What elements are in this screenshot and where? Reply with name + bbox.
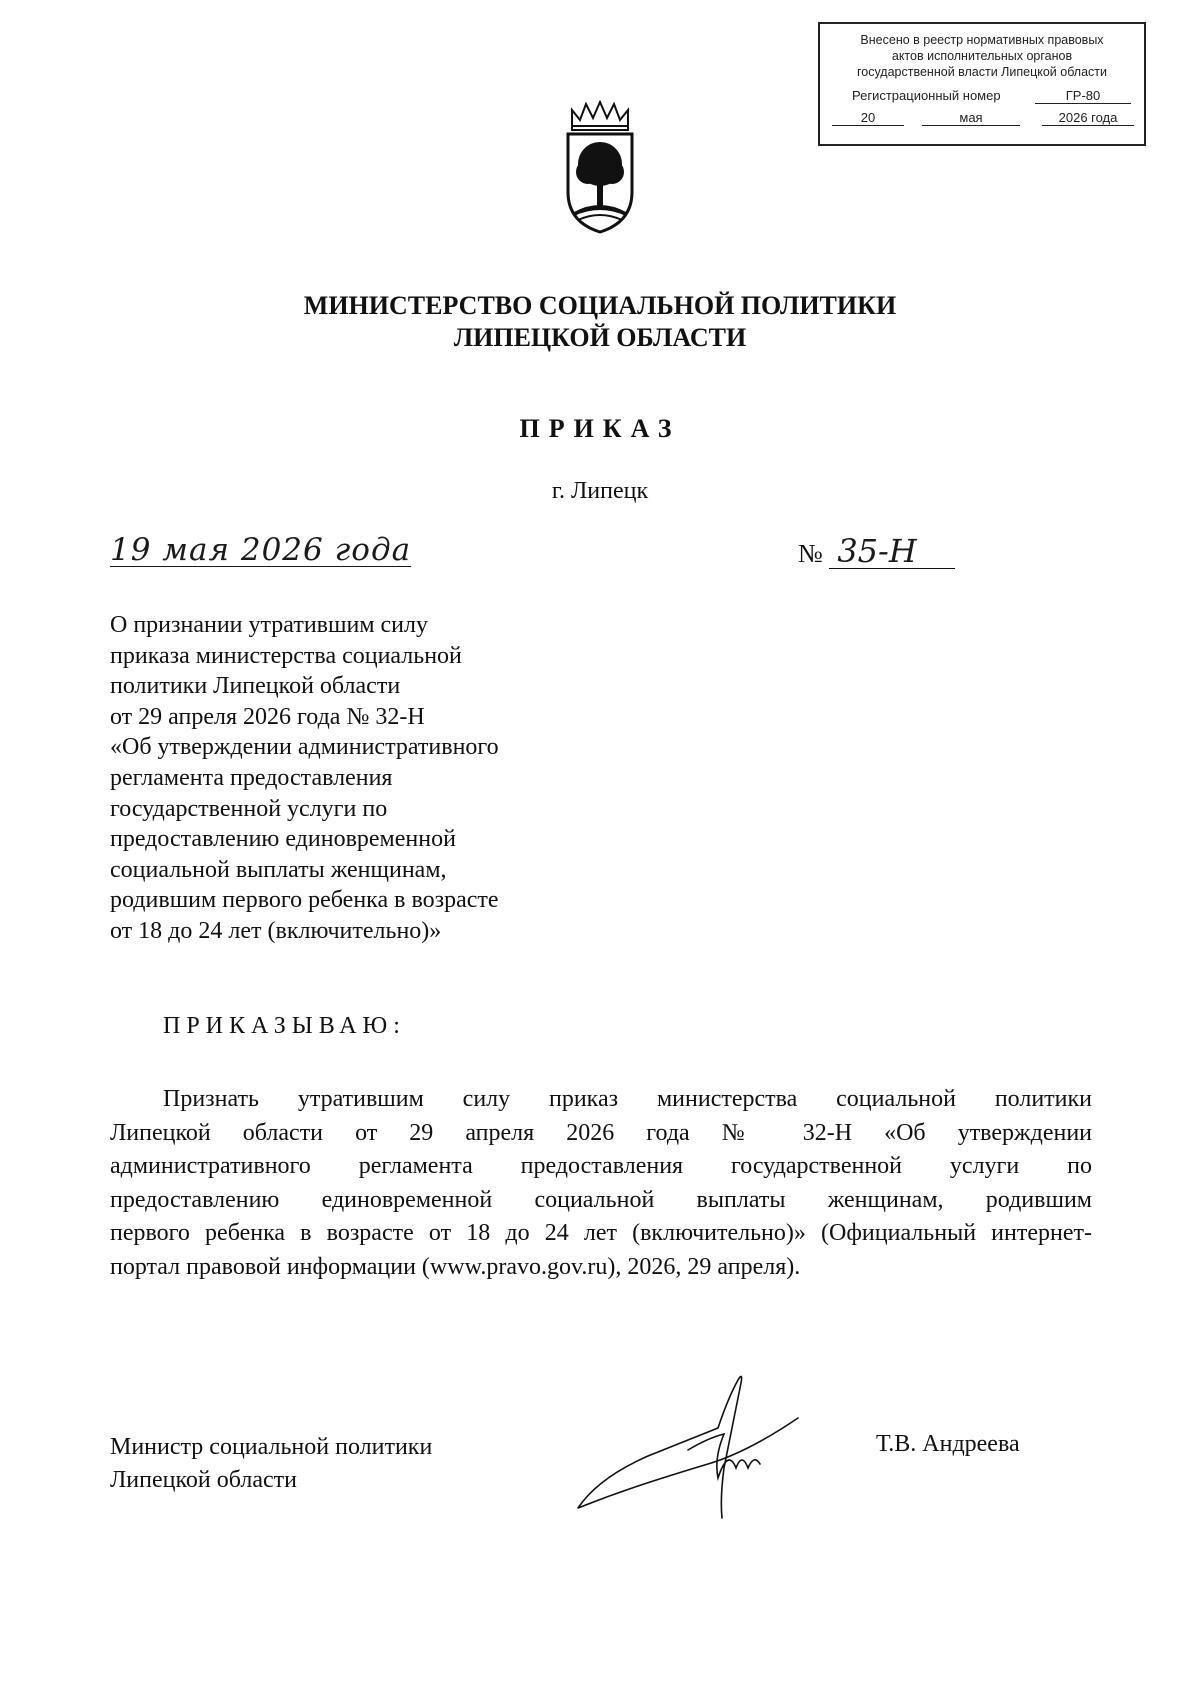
body-line: первого ребенка в возрасте от 18 до 24 лет (включительно)» (Официальный интернет- <box>110 1220 1092 1246</box>
registry-stamp <box>818 22 1146 146</box>
body-line: Липецкой области от 29 апреля 2026 года № 32-Н «Об утверждении <box>110 1119 1092 1146</box>
stamp-reg-label: Регистрационный номер <box>852 88 1001 103</box>
signatory-position-line: Липецкой области <box>110 1467 297 1493</box>
signatory-name: Т.В. Андреева <box>876 1431 1020 1457</box>
signatory-position <box>110 1431 432 1497</box>
body-line: предоставлению единовременной социальной выплаты женщинам, родившим <box>110 1186 1092 1213</box>
ministry-name-line: МИНИСТЕРСТВО СОЦИАЛЬНОЙ ПОЛИТИКИ <box>303 291 897 320</box>
stamp-year: 2026 года <box>1042 110 1134 126</box>
body-line: административного регламента предоставления государственной услуги по <box>110 1153 1092 1179</box>
body-line: Признать утратившим силу приказ министерства социальной политики <box>163 1086 1092 1112</box>
subject-line: приказа министерства социальной <box>110 642 462 669</box>
subject-line: от 29 апреля 2026 года № 32-Н <box>110 703 425 730</box>
stamp-month: мая <box>922 110 1020 126</box>
subject-line: государственной услуги по <box>110 795 388 822</box>
subject-line: политики Липецкой области <box>110 673 401 700</box>
body-line: портал правовой информации (www.pravo.gov.ru), 2026, 29 апреля). <box>110 1253 801 1280</box>
stamp-line: Внесено в реестр нормативных правовых <box>860 33 1104 47</box>
ministry-name-line: ЛИПЕЦКОЙ ОБЛАСТИ <box>453 323 747 352</box>
stamp-day: 20 <box>832 110 904 126</box>
subject-line: родившим первого ребенка в возрасте <box>110 887 499 914</box>
handwritten-date: 19 мая 2026 года <box>110 532 412 568</box>
subject-line: предоставлению единовременной <box>110 826 456 853</box>
stamp-reg-number: ГР-80 <box>1035 88 1131 104</box>
document-number <box>798 534 955 569</box>
coat-of-arms-icon <box>560 100 640 235</box>
subject-line: регламента предоставления <box>110 764 393 791</box>
stamp-text <box>820 32 1144 80</box>
order-subject <box>110 610 580 947</box>
handwritten-number: 35-Н <box>829 534 955 569</box>
subject-line: социальной выплаты женщинам, <box>110 856 447 883</box>
stamp-line: актов исполнительных органов <box>891 49 1073 63</box>
number-sign: № <box>798 539 823 568</box>
document-type-title: ПРИКАЗ <box>519 414 681 443</box>
subject-line: «Об утверждении административного <box>110 734 499 761</box>
handwritten-signature <box>568 1368 823 1528</box>
subject-line: О признании утратившим силу <box>110 612 428 638</box>
stamp-line: государственной власти Липецкой области <box>856 65 1108 79</box>
order-heading: ПРИКАЗЫВАЮ: <box>163 1013 406 1039</box>
ministry-name <box>100 290 1100 354</box>
signatory-position-line: Министр социальной политики <box>110 1434 433 1460</box>
document-city: г. Липецк <box>551 478 649 504</box>
order-body <box>110 1083 1092 1284</box>
subject-line: от 18 до 24 лет (включительно)» <box>110 917 442 944</box>
